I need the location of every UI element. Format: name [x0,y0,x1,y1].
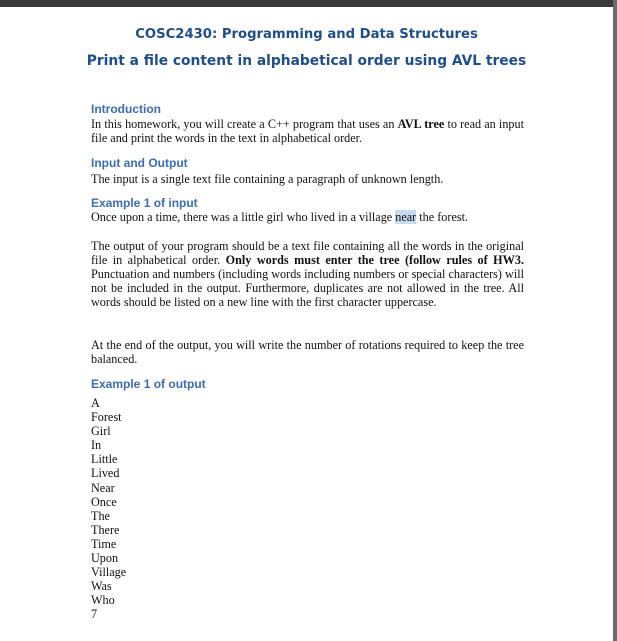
example-input-text [91,210,524,224]
output-line: Forest [91,410,122,425]
output-line: Near [91,480,115,495]
input-output-paragraph: The input is a single text file containing a paragraph of unknown length. [91,172,444,186]
output-line: Once [91,494,117,509]
output-line: Girl [91,424,111,439]
example-output-heading: Example 1 of output [91,377,206,391]
output-line: Little [91,452,118,467]
introduction-heading: Introduction [91,102,161,116]
output-line: The [91,508,110,523]
output-desc-end: Punctuation and numbers (including words including numbers or special characters) will not be included in the output. Furthermore, duplicates are not allowed in the tree. All words should be listed on a new line with the first character uppercase. [91,267,524,310]
output-line: Village [91,565,127,580]
rotation-count: 7 [91,607,98,622]
example-input-start: Once upon a time, there was a little girl who lived in a village [91,210,396,224]
output-line: A [91,396,100,410]
intro-text-start: In this homework, you will create a C++ program that uses an [91,117,398,131]
document-page [0,7,613,641]
input-output-heading: Input and Output [91,156,188,170]
example-input-heading: Example 1 of input [91,196,198,210]
output-line: Time [91,536,117,551]
output-line: In [91,438,102,453]
rotations-paragraph: At the end of the output, you will write the number of rotations required to keep the tree balanced. [91,338,524,367]
intro-bold-text: AVL tree [397,117,445,131]
output-line: Lived [91,466,120,481]
example-output-list [91,396,126,622]
output-line: There [91,522,120,537]
introduction-paragraph [91,117,524,145]
course-title: COSC2430: Programming and Data Structures [135,27,478,42]
intro-text-end: to read an input file and print the words in the text in alphabetical order. [91,117,524,146]
output-desc-bold: Only words must enter the tree (follow rules of HW3. [225,253,524,268]
assignment-title: Print a file content in alphabetical order using AVL trees [86,53,527,69]
output-desc-start: The output of your program should be a text file containing all the words in the original file in alphabetical order. [91,239,524,268]
example-input-end: the forest. [416,210,469,224]
output-line: Who [91,593,115,608]
output-line: Was [91,579,112,594]
viewer-scrollbar[interactable] [613,0,617,641]
output-description-paragraph [91,239,524,309]
viewer-top-bar [0,0,617,7]
output-line: Upon [91,551,119,566]
highlighted-word[interactable]: near [395,210,417,224]
